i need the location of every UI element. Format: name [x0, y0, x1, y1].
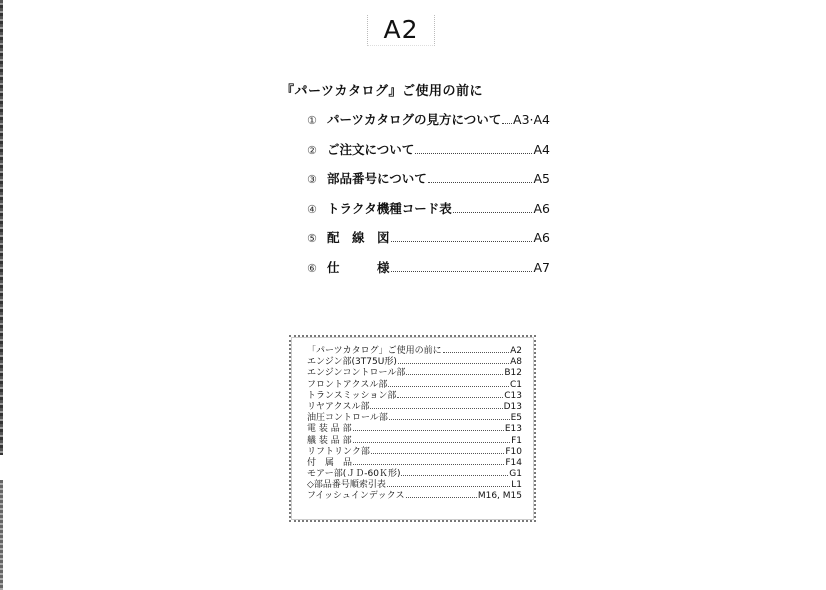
index-item[interactable]	[307, 436, 522, 447]
index-page: F10	[505, 446, 522, 457]
index-page: F1	[511, 435, 522, 446]
dot-leader	[415, 153, 532, 154]
toc-item[interactable]	[307, 199, 550, 229]
index-item[interactable]	[307, 413, 522, 424]
toc-page: A7	[533, 259, 550, 275]
dot-leader	[406, 497, 477, 498]
toc-number: ②	[307, 143, 317, 157]
dot-leader	[428, 182, 533, 183]
section-title: 『パーツカタログ』ご使用の前に	[281, 84, 483, 99]
index-label: 「パーツカタログ」ご使用の前に	[307, 346, 442, 356]
index-item[interactable]	[307, 447, 522, 458]
toc-label: 仕 様	[327, 259, 390, 275]
index-page: A8	[510, 357, 522, 368]
dot-leader	[371, 453, 505, 454]
section-index-box	[289, 335, 536, 522]
index-label: フロントアクスル部	[307, 379, 388, 390]
toc-item[interactable]	[307, 140, 550, 170]
dot-leader	[353, 430, 504, 431]
index-label: リフトリンク部	[307, 446, 370, 457]
toc-label: トラクタ機種コード表	[327, 200, 452, 216]
index-item[interactable]	[307, 391, 522, 402]
index-item[interactable]	[307, 469, 522, 480]
index-page: A2	[510, 346, 522, 356]
index-item[interactable]	[307, 402, 522, 413]
page-code: A2	[367, 15, 435, 46]
index-item[interactable]	[307, 480, 522, 491]
dot-leader	[443, 352, 509, 353]
index-page: E5	[510, 413, 522, 424]
toc-page: A4	[533, 141, 550, 157]
toc-page: A3·A4	[513, 112, 550, 127]
section-index-list	[307, 346, 522, 503]
index-item[interactable]	[307, 458, 522, 469]
table-of-contents	[307, 110, 550, 288]
dot-leader	[453, 212, 533, 213]
index-label: 付 属 品	[307, 457, 353, 468]
index-page: D13	[503, 401, 522, 412]
index-item[interactable]	[307, 491, 522, 502]
toc-number: ⑥	[307, 261, 317, 275]
toc-label: 配 線 図	[327, 230, 390, 246]
toc-item[interactable]	[307, 228, 550, 258]
index-label: エンジンコントロール部	[307, 368, 406, 379]
dot-leader	[397, 397, 503, 398]
index-page: B12	[504, 368, 522, 379]
index-label: 油圧コントロール部	[307, 413, 388, 424]
dot-leader	[406, 374, 503, 375]
dot-leader	[353, 442, 511, 443]
toc-label: ご注文について	[327, 141, 415, 157]
toc-item[interactable]	[307, 258, 550, 288]
toc-item[interactable]	[307, 169, 550, 199]
dot-leader	[502, 123, 512, 124]
toc-number: ④	[307, 202, 317, 216]
index-label: ◇部品番号順索引表	[307, 480, 386, 491]
toc-label: 部品番号について	[327, 171, 427, 187]
index-item[interactable]	[307, 380, 522, 391]
dot-leader	[387, 486, 510, 487]
index-page: C1	[509, 379, 522, 390]
toc-label: パーツカタログの見方について	[327, 112, 502, 127]
index-item[interactable]	[307, 357, 522, 368]
toc-page: A6	[533, 200, 550, 216]
scan-edge	[0, 0, 3, 455]
index-page: M16, M15	[477, 491, 522, 502]
toc-page: A5	[533, 171, 550, 187]
index-label: フイッシュインデックス	[307, 491, 405, 502]
index-label: エンジン部(3T75U形)	[307, 357, 397, 368]
index-item[interactable]	[307, 368, 522, 379]
index-label: トランスミッション部	[307, 390, 397, 401]
dot-leader	[388, 386, 509, 387]
dot-leader	[391, 241, 533, 242]
index-page: L1	[511, 480, 522, 491]
toc-number: ①	[307, 114, 317, 127]
index-page: C13	[504, 390, 522, 401]
index-item[interactable]	[307, 424, 522, 435]
toc-number: ⑤	[307, 232, 317, 246]
index-page: G1	[509, 469, 522, 480]
dot-leader	[389, 419, 510, 420]
index-label: リヤアクスル部	[307, 401, 370, 412]
dot-leader	[370, 408, 502, 409]
index-label: 電 装 品 部	[307, 424, 352, 435]
toc-number: ③	[307, 173, 317, 187]
index-label: 艤 装 品 部	[307, 435, 352, 446]
toc-page: A6	[533, 230, 550, 246]
dot-leader	[391, 271, 533, 272]
toc-item[interactable]	[307, 110, 550, 140]
index-label: モアー部(ＪＤ-60Ｋ形)	[307, 469, 401, 480]
index-page: E13	[504, 424, 522, 435]
index-page: F14	[505, 457, 522, 468]
dot-leader	[353, 464, 504, 465]
dot-leader	[398, 363, 509, 364]
dot-leader	[401, 475, 508, 476]
index-item[interactable]	[307, 346, 522, 357]
scan-edge	[0, 480, 3, 590]
